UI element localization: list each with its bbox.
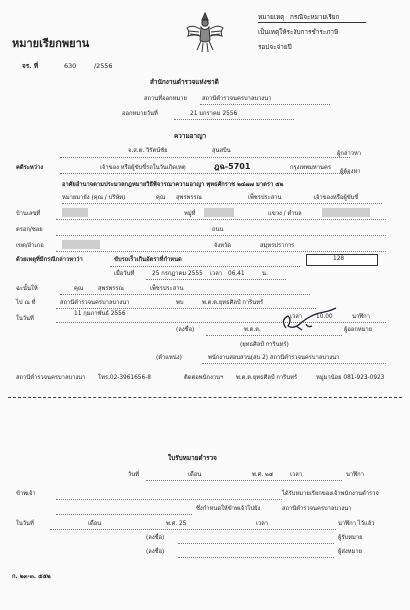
issue-place: สถานีตำรวจนครบาลบางนา	[202, 96, 272, 102]
receipt-station: สถานีตำรวจนครบาลบางนา	[282, 506, 352, 512]
appointment-time: 10.00	[316, 314, 333, 320]
redacted-moo	[204, 208, 234, 217]
contact-label: ติดต่อพนักงานฯ	[184, 375, 224, 381]
agency-name: สำนักงานตำรวจแห่งชาติ	[150, 78, 219, 86]
province-value: สมุทรปราการ	[260, 243, 295, 249]
contact-assistant: หมู่มาน้อย 081-923-0923	[316, 375, 385, 381]
accused-desc: เจ้าของ หรือผู้ขับขี่รถในวันเกิดเหตุ	[100, 165, 186, 171]
complainant-surname: สุนสบิน	[212, 148, 231, 154]
road-label: ถนน	[212, 227, 224, 233]
meet-label: พบ	[176, 300, 184, 306]
receipt-month-label: เดือน	[188, 472, 202, 478]
complainant-label: ผู้กล่าวหา	[337, 151, 362, 157]
form-code: ก. ๒๓-๓. ๕๕๒	[12, 574, 51, 580]
subdistrict-label: แขวง / ตำบล	[268, 211, 302, 217]
incident-time-unit: น.	[262, 271, 268, 277]
appointment-time-unit: นาฬิกา	[352, 314, 370, 320]
signer-name: (ยุทธศิลป์ การินทร์)	[240, 342, 289, 348]
position-value: พนักงานสอบสวน(สบ 2) สถานีตำรวจนครบาลบางนา	[208, 355, 340, 361]
recipient-title: คุณ	[156, 195, 166, 201]
receipt-year2-label: พ.ศ. 25	[166, 521, 187, 527]
remark-note-line1: เป็นเหตุให้ระงับการชำระภาษี	[258, 28, 339, 36]
receipt-time-label: เวลา	[290, 472, 303, 478]
meet-officer: พ.ต.ต.ยุทธศิลป์ การินทร์	[202, 300, 264, 306]
issue-date: 21 มกราคม 2556	[190, 111, 238, 117]
incident-date: 25 กรกฎาคม 2555	[152, 271, 203, 277]
receipt-year-label: พ.ศ. ๒๕	[252, 472, 274, 478]
redacted-house-no	[62, 208, 88, 217]
receipt-done-text: นาฬิกา ไว้แล้ว	[338, 521, 375, 527]
remark-text: กรณีจะหมายเรียก	[290, 13, 340, 21]
between-label: คดีระหว่าง	[16, 165, 44, 171]
province-label: จังหวัด	[214, 243, 232, 249]
reason-label: ด้วยเหตุที่มีกรณีกล่าวหาว่า	[16, 257, 83, 263]
remark-label: หมายเหตุ	[258, 13, 285, 21]
receipt-appoint-text: ซึ่งกำหนดให้ข้าพเจ้าไปยัง	[196, 506, 261, 512]
recipient-status: เจ้าของหรือผู้ขับขี่	[314, 195, 359, 201]
issue-place-label: สถานที่ออกหมาย	[144, 96, 187, 102]
position-label: (ตำแหน่ง)	[156, 355, 182, 361]
officer-signature-icon	[272, 306, 342, 334]
law-text: อาศัยอำนาจตามประมวลกฎหมายวิธีพิจารณาความอาญา พุทธศักราช ๒๔๗๗ มาตรา ๕๒	[62, 182, 284, 188]
reason-text: ขับรถเร็วเกินอัตราที่กำหนด	[114, 257, 182, 263]
document-title: หมายเรียกพยาน	[12, 37, 90, 50]
appointment-time-label: เวลา	[290, 314, 303, 320]
speed-box	[306, 254, 378, 266]
plate-province: กรุงเทพมหานคร	[290, 165, 331, 171]
cut-line	[8, 397, 402, 398]
form-year: /2556	[94, 62, 113, 70]
sender-role: ผู้ส่งหมาย	[338, 549, 363, 555]
district-label: เขต/อำเภอ	[16, 243, 44, 249]
remark-note-line2: รอปจะจ่ายปี	[258, 43, 292, 51]
issuer-label: ผู้ออกหมาย	[344, 327, 373, 333]
receiver-role: ผู้รับหมาย	[338, 535, 363, 541]
summon-title: คุณ	[74, 286, 84, 292]
moo-label: หมู่ที่	[184, 211, 196, 217]
license-plate: ฎฉ-5701	[214, 162, 251, 171]
recipient-first-name: สุพรพรรณ	[176, 195, 202, 201]
alley-label: ตรอก/ซอย	[16, 227, 43, 233]
garuda-emblem-icon	[184, 10, 226, 54]
receiver-sign-label: (ลงชื่อ)	[146, 535, 165, 541]
destination-label: ไป ณ ที่	[16, 300, 36, 306]
receipt-date-label: ในวันที่	[16, 521, 34, 527]
receipt-time2-label: เวลา	[256, 521, 269, 527]
contact-station: สถานีตำรวจนครบาลบางนา	[16, 375, 86, 381]
incident-date-label: เมื่อวันที่	[114, 271, 135, 277]
form-no: 630	[64, 62, 77, 70]
issue-date-label: ออกหมายวันที่	[122, 111, 158, 117]
appointment-date-label: ในวันที่	[16, 316, 34, 322]
case-title: ความอาญา	[174, 132, 207, 140]
redacted-district	[62, 240, 100, 249]
incident-time: 06.41	[228, 271, 245, 277]
receipt-time-unit: นาฬิกา	[346, 472, 364, 478]
receipt-month2-label: เดือน	[88, 521, 102, 527]
house-no-label: บ้านเลขที่	[16, 211, 41, 217]
contact-officer: พ.ต.ต.ยุทธศิลป์ การินทร์	[236, 375, 298, 381]
complainant-officer: จ.ส.ต. วิรัตน์ชัย	[128, 148, 168, 154]
speed-value: 128	[333, 256, 345, 262]
summon-last-name: เพ็ชรประสาน	[150, 286, 184, 292]
summon-first-name: สุพรพรรณ	[98, 286, 124, 292]
recipient-label: หมายมายัง (คุณ / บริษัท)	[62, 195, 126, 201]
accused-label: ผู้ต้องหา	[340, 169, 361, 175]
redacted-subdistrict	[322, 208, 370, 217]
destination-station: สถานีตำรวจนครบาลบางนา	[60, 300, 130, 306]
receipt-day-label: วันที่	[128, 472, 140, 478]
receipt-me-label: ข้าพเจ้า	[16, 491, 36, 497]
sender-sign-label: (ลงชื่อ)	[146, 549, 165, 555]
form-no-label: จร. ที่	[22, 62, 39, 70]
recipient-last-name: เพ็ชรประสาน	[248, 195, 282, 201]
incident-time-label: เวลา	[210, 271, 223, 277]
sign-rank: พ.ต.ต.	[244, 327, 261, 333]
receipt-title: ใบรับหมายตำรวจ	[168, 454, 217, 462]
sign-label: (ลงชื่อ)	[176, 327, 195, 333]
contact-tel: โทร.02-3961656-8	[98, 375, 151, 381]
appointment-date: 11 กุมภาพันธ์ 2556	[74, 311, 126, 317]
receipt-received-text: ได้รับหมายเรียกของเจ้าพนักงานตำรวจ	[282, 491, 379, 497]
summon-label: ฉะนั้นให้	[16, 286, 38, 292]
